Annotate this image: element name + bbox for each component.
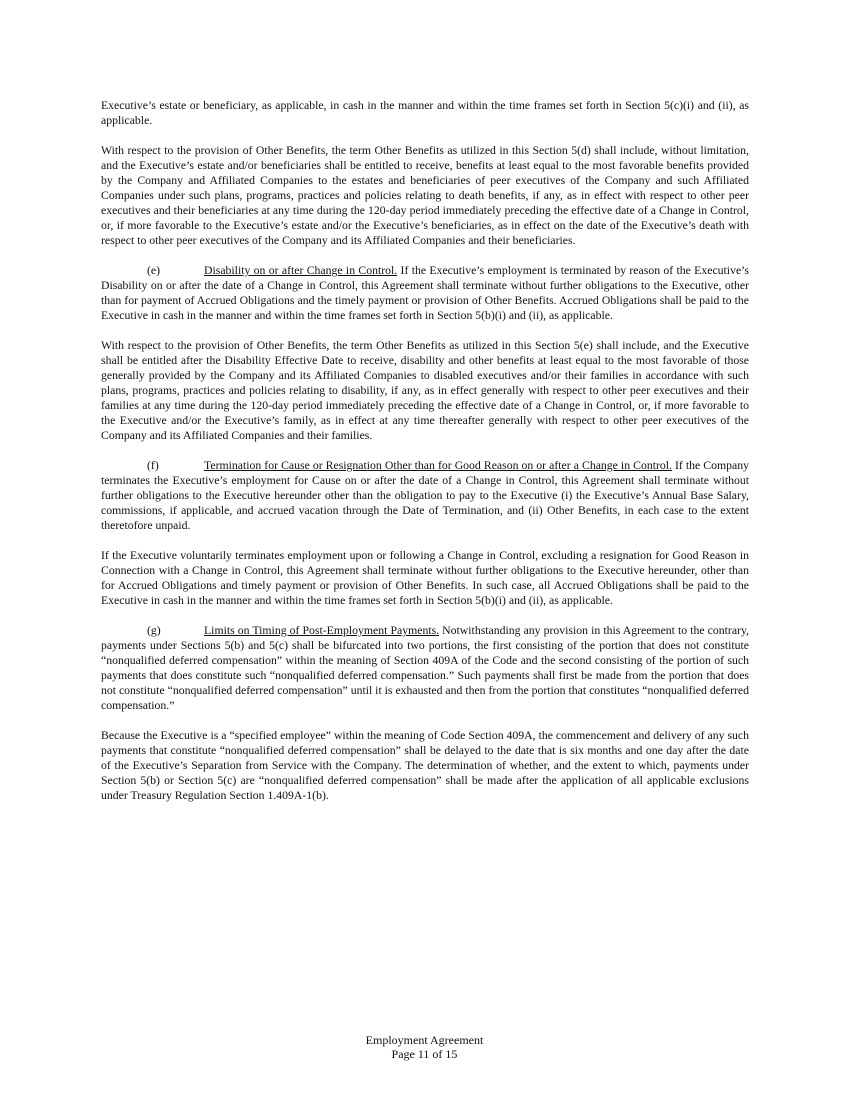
section-g-limits-on-timing xyxy=(101,623,749,713)
document-body xyxy=(101,98,749,818)
section-f-termination xyxy=(101,458,749,533)
section-e-disability xyxy=(101,263,749,323)
paragraph-other-benefits-disability xyxy=(101,338,749,443)
paragraph-text: If the Executive voluntarily terminates employment upon or following a Change in Control, excluding a resignation for Good Reason in Connection with a Change in Control, this Agreement shall terminate without further obligations to the Executive hereunder, other than for Accrued Obligations and timely payment or provision of Other Benefits. In such case, all Accrued Obligations shall be paid to the Executive in cash in the manner and within the time frames set forth in Section 5(b)(i) and (ii), as applicable. xyxy=(101,549,749,607)
page-footer xyxy=(0,1033,849,1061)
paragraph-voluntary-termination xyxy=(101,548,749,608)
paragraph-estate-cash xyxy=(101,98,749,128)
section-label: (f) xyxy=(147,459,159,472)
paragraph-text: If the Company terminates the Executive’s employment for Cause on or after the date of a Change in Control, this Agreement shall terminate without further obligations to the Executive hereunder other than the obligation to pay to the Executive (i) the Executive’s Annual Base Salary, commissions, if applicable, and accrued vacation through the Date of Termination, and (ii) Other Benefits, in each case to the extent theretofore unpaid. xyxy=(101,459,749,532)
section-label: (g) xyxy=(147,624,161,637)
section-heading: Disability on or after Change in Control. xyxy=(204,264,398,277)
paragraph-text: With respect to the provision of Other Benefits, the term Other Benefits as utilized in this Section 5(d) shall include, without limitation, and the Executive’s estate and/or beneficiaries shall be entitled to receive, benefits at least equal to the most favorable benefits provided by the Company and Affiliated Companies to the estates and beneficiaries of peer executives of the Company and such Affiliated Companies under such plans, programs, practices and policies relating to death benefits, if any, as in effect with respect to other peer executives and their beneficiaries at any time during the 120-day period immediately preceding the effective date of a Change in Control, or, if more favorable to the Executive’s estate and/or the Executive’s beneficiaries, as in effect on the date of the Executive’s death with respect to other peer executives of the Company and its Affiliated Companies and their beneficiaries. xyxy=(101,144,749,247)
section-label: (e) xyxy=(147,264,161,277)
paragraph-text: Because the Executive is a “specified employee” within the meaning of Code Section 409A, the commencement and delivery of any such payments that constitute “nonqualified deferred compensation” shall be delayed to the date that is six months and one day after the date of the Executive’s Separation from Service with the Company. The determination of whether, and the extent to which, payments under Section 5(b) or Section 5(c) are “nonqualified deferred compensation” shall be made after the application of all applicable exclusions under Treasury Regulation Section 1.409A-1(b). xyxy=(101,729,749,802)
paragraph-text: With respect to the provision of Other Benefits, the term Other Benefits as utilized in this Section 5(e) shall include, and the Executive shall be entitled after the Disability Effective Date to receive, disability and other benefits at least equal to the most favorable of those generally provided by the Company and its Affiliated Companies to disabled executives and/or their families in accordance with such plans, programs, practices and policies relating to disability, if any, as in effect generally with respect to other peer executives and their families at any time during the 120-day period immediately preceding the effective date of a Change in Control, or, if more favorable to the Executive and/or the Executive’s family, as in effect at any time thereafter generally with respect to other peer executives of the Company and its Affiliated Companies and their families. xyxy=(101,339,749,442)
footer-document-title: Employment Agreement xyxy=(365,1033,484,1047)
paragraph-text: Executive’s estate or beneficiary, as applicable, in cash in the manner and within the time frames set forth in Section 5(c)(i) and (ii), as applicable. xyxy=(101,99,749,127)
paragraph-text: Notwithstanding any provision in this Agreement to the contrary, payments under Sections 5(b) and 5(c) shall be bifurcated into two portions, the first consisting of the portion that does not constitute “nonqualified deferred compensation” within the meaning of Section 409A of the Code and the second consisting of the portion of such payments that does constitute such “nonqualified deferred compensation.” Such payments shall first be made from the portion that does not constitute “nonqualified deferred compensation” until it is exhausted and then from the portion that constitutes “nonqualified deferred compensation.” xyxy=(101,624,749,712)
paragraph-specified-employee xyxy=(101,728,749,803)
paragraph-text: If the Executive’s employment is terminated by reason of the Executive’s Disability on or after the date of a Change in Control, this Agreement shall terminate without further obligations to the Executive, other than for payment of Accrued Obligations and the timely payment or provision of Other Benefits. Accrued Obligations shall be paid to the Executive in cash in the manner and within the time frames set forth in Section 5(b)(i) and (ii), as applicable. xyxy=(101,264,749,322)
section-heading: Termination for Cause or Resignation Other than for Good Reason on or after a Change in Control. xyxy=(204,459,672,472)
footer-page-number: Page 11 of 15 xyxy=(391,1047,458,1061)
paragraph-other-benefits-death xyxy=(101,143,749,248)
section-heading: Limits on Timing of Post-Employment Payments. xyxy=(204,624,440,637)
